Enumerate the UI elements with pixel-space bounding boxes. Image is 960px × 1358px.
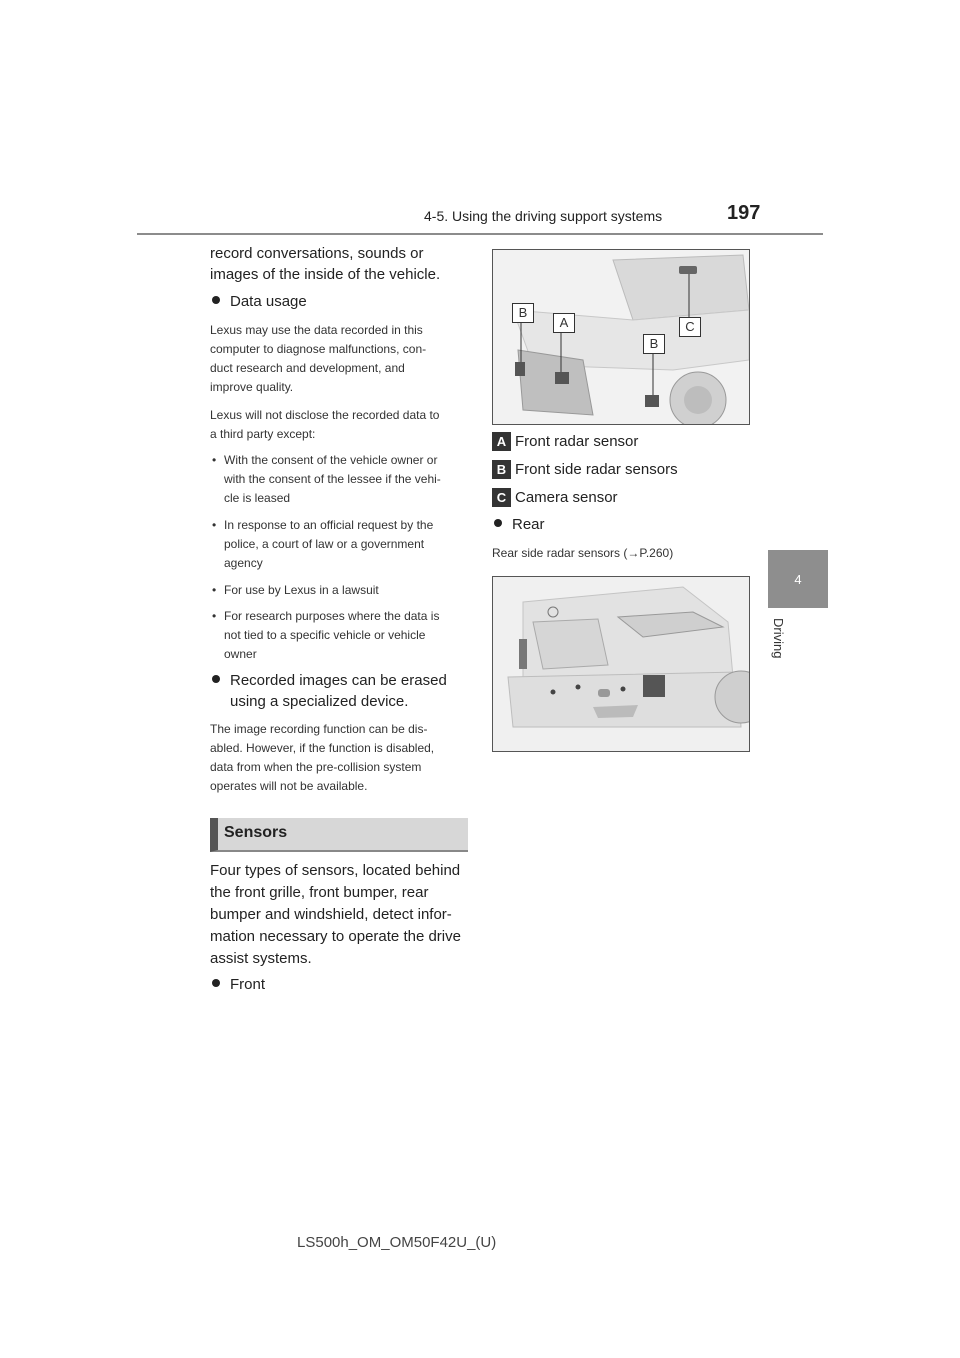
text-line: abled. However, if the function is disabled,: [210, 741, 435, 755]
exception-item: • In response to an official request by the police, a court of law or a government agency: [212, 516, 433, 573]
bullet-dot: [212, 675, 220, 683]
legend-text-b: Front side radar sensors: [515, 461, 678, 478]
text-line: Lexus will not disclose the recorded data to: [210, 408, 440, 422]
text-line: For research purposes where the data is: [224, 609, 440, 623]
rear-sensor-diagram: [492, 576, 750, 752]
exception-item: • With the consent of the vehicle owner or with the consent of the lessee if the vehi- cle is leased: [212, 451, 441, 508]
text-line: improve quality.: [210, 380, 294, 394]
sensors-heading: Sensors: [224, 824, 288, 841]
legend-text-a: Front radar sensor: [515, 433, 639, 450]
front-sensor-diagram: [492, 249, 750, 425]
intro-line-1: record conversations, sounds or: [210, 245, 424, 262]
text-line: police, a court of law or a government: [224, 537, 425, 551]
intro-line-2: images of the inside of the vehicle.: [210, 266, 441, 283]
text-line: With the consent of the vehicle owner or: [224, 453, 438, 467]
text-line: not tied to a specific vehicle or vehicle: [224, 628, 426, 642]
text-line: duct research and development, and: [210, 361, 405, 375]
text-line: computer to diagnose malfunctions, con-: [210, 342, 427, 356]
bullet-data-usage-label: Data usage: [230, 293, 307, 310]
data-usage-paragraph-1: [210, 321, 426, 397]
bullet-data-usage: [212, 293, 307, 310]
callout-label-a: A: [553, 313, 575, 333]
bullet-dot: [212, 979, 220, 987]
text-line: Lexus may use the data recorded in this: [210, 323, 423, 337]
bullet-front: [212, 976, 265, 993]
text-line: Recorded images can be erased: [230, 672, 447, 689]
legend-badge-a: A: [492, 432, 511, 451]
text-line: For use by Lexus in a lawsuit: [224, 583, 379, 597]
bullet-dot: [212, 296, 220, 304]
callout-label-b: B: [643, 334, 665, 354]
page-number: 197: [727, 202, 761, 224]
bullet-recorded-images: [212, 670, 447, 712]
text-line: In response to an official request by the: [224, 518, 434, 532]
document-code: LS500h_OM_OM50F42U_(U): [297, 1234, 497, 1251]
section-title: 4-5. Using the driving support systems: [424, 208, 663, 224]
rear-sensor-note: Rear side radar sensors (→P.260): [492, 546, 674, 560]
text-line: cle is leased: [224, 491, 291, 505]
text-line: Four types of sensors, located behind: [210, 862, 461, 879]
recorded-paragraph: [210, 720, 434, 796]
exception-item: • For use by Lexus in a lawsuit: [212, 583, 379, 597]
chapter-label: Driving: [771, 618, 786, 659]
text-line: the front grille, front bumper, rear: [210, 884, 429, 901]
bullet-rear: [494, 516, 545, 533]
callout-label-b: B: [512, 303, 534, 323]
front-car-illustration: [493, 250, 749, 424]
legend-badge-c: C: [492, 488, 511, 507]
bullet-rear-label: Rear: [512, 516, 545, 533]
rear-car-illustration: [493, 577, 749, 751]
sensors-paragraph: [210, 860, 461, 970]
bullet-front-label: Front: [230, 976, 266, 993]
chapter-number: 4: [794, 572, 802, 587]
text-line: The image recording function can be dis-: [210, 722, 428, 736]
text-line: bumper and windshield, detect infor-: [210, 906, 452, 923]
legend-text-c: Camera sensor: [515, 489, 618, 506]
text-line: a third party except:: [210, 427, 316, 441]
chapter-label-container: [770, 610, 820, 670]
text-line: mation necessary to operate the drive: [210, 928, 461, 945]
text-line: operates will not be available.: [210, 779, 368, 793]
text-line: owner: [224, 647, 257, 661]
callout-label-c: C: [679, 317, 701, 337]
text-line: agency: [224, 556, 263, 570]
text-line: with the consent of the lessee if the vehi-: [224, 472, 441, 486]
text-line: using a specialized device.: [230, 693, 409, 710]
header-divider: [137, 233, 823, 235]
legend-badge-b: B: [492, 460, 511, 479]
text-line: data from when the pre-collision system: [210, 760, 422, 774]
exception-item: • For research purposes where the data is not tied to a specific vehicle or vehicle owner: [212, 607, 439, 664]
text-line: assist systems.: [210, 950, 312, 967]
bullet-dot: [494, 519, 502, 527]
data-usage-paragraph-2: [210, 406, 439, 444]
